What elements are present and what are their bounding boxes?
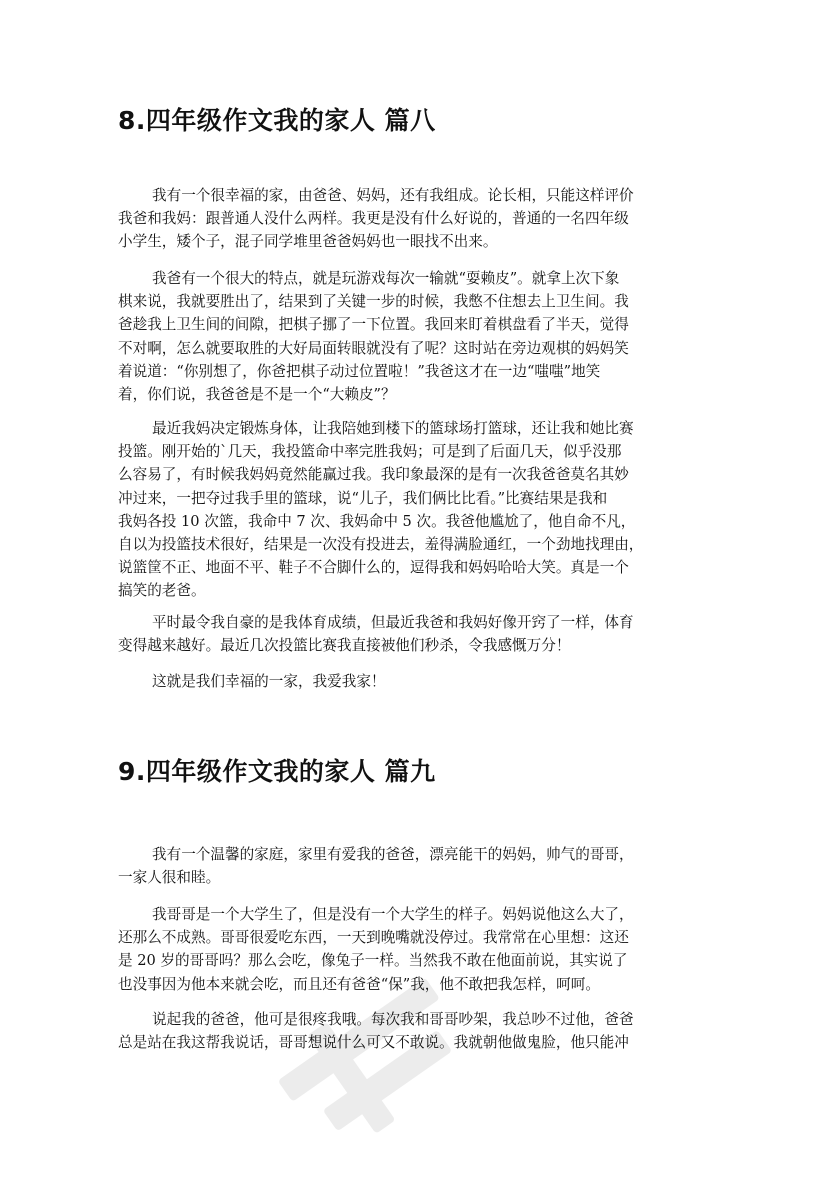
text-line: 也没事因为他本来就会吃，而且还有爸爸“保”我，他不敢把我怎样，呵呵。 [118, 975, 600, 993]
text-line: 小学生，矮个子，混子同学堆里爸爸妈妈也一眼找不出来。 [118, 233, 498, 251]
text-line: 我哥哥是一个大学生了，但是没有一个大学生的样子。妈妈说他这么大了， [152, 906, 634, 923]
text-line: 棋来说，我就要胜出了，结果到了关键一步的时候，我憋不住想去上卫生间。我 [118, 293, 629, 311]
text-line: 我爸有一个很大的特点，就是玩游戏每次一输就“耍赖皮”。就拿上次下象 [152, 270, 620, 287]
section-8-title: 8.四年级作文我的家人 篇八 [118, 106, 436, 135]
text-line: 说起我的爸爸，他可是很疼我哦。每次我和哥哥吵架，我总吵不过他，爸爸 [152, 1011, 634, 1028]
section-9-paragraph-1 [118, 843, 718, 889]
section-9-paragraph-2 [118, 903, 718, 996]
text-line: 是 20 岁的哥哥吗？那么会吃，像兔子一样。当然我不敢在他面前说，其实说了 [118, 952, 628, 970]
section-8-paragraph-3 [118, 417, 718, 603]
text-line: 不对啊，怎么就要取胜的大好局面转眼就没有了呢？这时站在旁边观棋的妈妈笑 [118, 339, 629, 357]
text-line: 我妈各投 10 次篮，我命中 7 次、我妈命中 5 次。我爸他尴尬了，他自命不凡， [118, 512, 636, 530]
text-line: 搞笑的老爸。 [118, 582, 206, 600]
section-8-paragraph-5 [118, 670, 718, 693]
text-line: 冲过来，一把夺过我手里的篮球，说“儿子，我们俩比比看。”比赛结果是我和 [118, 489, 608, 507]
text-line: 说篮筐不正、地面不平、鞋子不合脚什么的，逗得我和妈妈哈哈大笑。真是一个 [118, 559, 629, 577]
text-line: 我有一个温馨的家庭，家里有爱我的爸爸，漂亮能干的妈妈，帅气的哥哥， [152, 846, 634, 863]
text-line: 我爸和我妈：跟普通人没什么两样。我更是没有什么好说的，普通的一名四年级 [118, 210, 629, 228]
text-line: 爸趁我上卫生间的间隙，把棋子挪了一下位置。我回来盯着棋盘看了半天，觉得 [118, 316, 629, 334]
section-8-paragraph-4 [118, 611, 718, 657]
text-line: 一家人很和睦。 [118, 869, 221, 887]
section-9-paragraph-3 [118, 1008, 718, 1054]
text-line: 平时最令我自豪的是我体育成绩，但最近我爸和我妈好像开窍了一样，体育 [152, 614, 634, 631]
text-line: 变得越来越好。最近几次投篮比赛我直接被他们秒杀，令我感慨万分！ [118, 637, 571, 655]
text-line: 最近我妈决定锻炼身体，让我陪她到楼下的篮球场打篮球，还让我和她比赛 [152, 420, 634, 437]
text-line: 还那么不成熟。哥哥很爱吃东西，一天到晚嘴就没停过。我常常在心里想：这还 [118, 929, 629, 947]
section-9-title: 9.四年级作文我的家人 篇九 [118, 757, 436, 786]
text-line: 投篮。刚开始的`几天，我投篮命中率完胜我妈；可是到了后面几天，似乎没那 [118, 443, 622, 461]
text-line: 着说道：“你别想了，你爸把棋子动过位置啦！”我爸这才在一边“嗤嗤”地笑 [118, 362, 601, 380]
section-8-paragraph-1 [118, 184, 718, 254]
section-8-paragraph-2 [118, 267, 718, 406]
text-line: 我有一个很幸福的家，由爸爸、妈妈，还有我组成。论长相，只能这样评价 [152, 187, 634, 204]
text-line: 这就是我们幸福的一家，我爱我家！ [152, 673, 386, 690]
text-line: 么容易了，有时候我妈妈竟然能赢过我。我印象最深的是有一次我爸爸莫名其妙 [118, 466, 629, 484]
text-line: 着，你们说，我爸爸是不是一个“大赖皮”？ [118, 386, 396, 404]
text-line: 自以为投篮技术很好，结果是一次没有投进去，羞得满脸通红，一个劲地找理由， [118, 536, 644, 554]
text-line: 总是站在我这帮我说话，哥哥想说什么可又不敢说。我就朝他做鬼脸，他只能冲 [118, 1034, 629, 1052]
